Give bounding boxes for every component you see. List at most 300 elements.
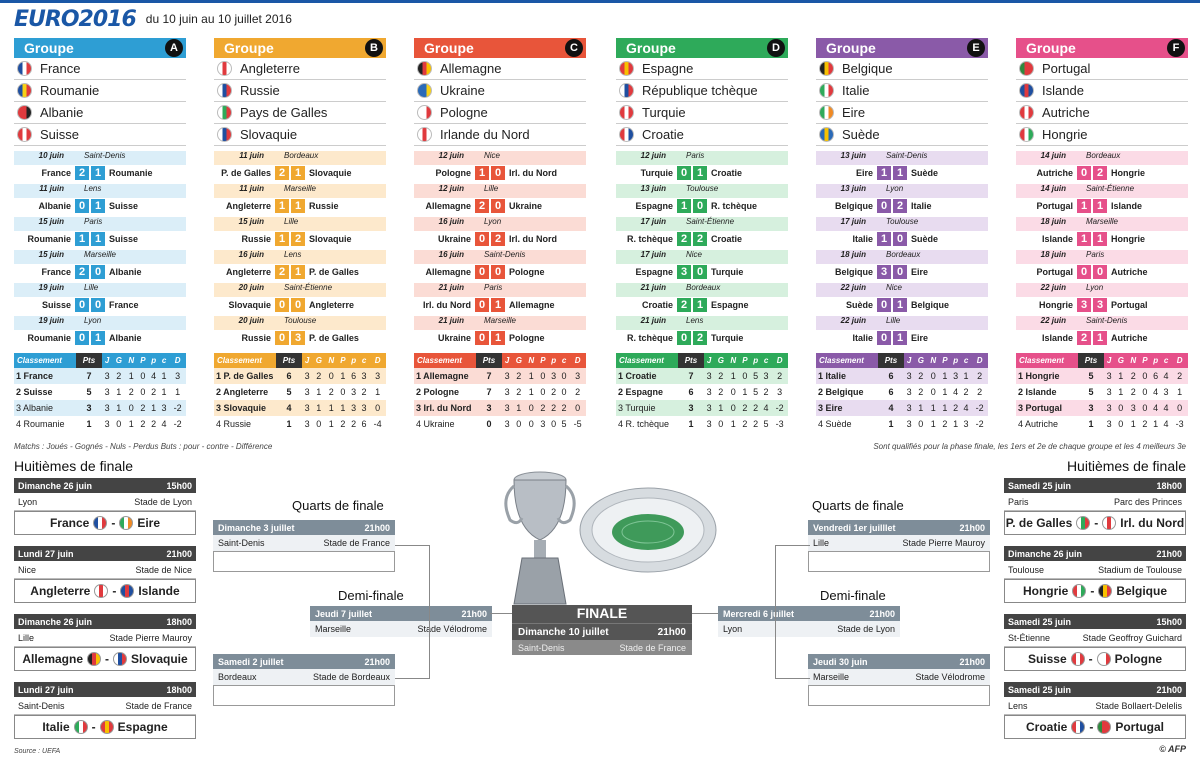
- match-venue: Saint-Denis: [484, 250, 526, 259]
- en-flag-icon: [217, 61, 232, 76]
- home-team: Autriche: [1036, 168, 1073, 178]
- standings-col-header: D: [771, 353, 788, 368]
- home-team: Allemagne: [425, 267, 471, 277]
- standings-value: 0: [340, 387, 346, 397]
- home-score: 1: [877, 166, 891, 180]
- match-row: [816, 250, 988, 283]
- match-info: [1016, 151, 1188, 165]
- match-info: [616, 316, 788, 330]
- standings-team: 2 Espagne: [618, 387, 664, 397]
- r16-stadium: Stadium de Toulouse: [1098, 564, 1182, 575]
- match-info: [616, 283, 788, 297]
- standings-col-header: Classement: [1016, 353, 1078, 368]
- standings-team: 4 Autriche: [1018, 419, 1059, 429]
- match-score: [14, 165, 186, 181]
- standings-value: 3: [706, 387, 712, 397]
- away-score: 1: [693, 166, 707, 180]
- standings-value: 3: [351, 387, 357, 397]
- r16-title-right: Huitièmes de finale: [1066, 458, 1186, 474]
- home-team: P. de Galles: [221, 168, 271, 178]
- standings-value: 0: [930, 387, 936, 397]
- match-info: [816, 151, 988, 165]
- away-score: 0: [491, 199, 505, 213]
- r16-dash: -: [1089, 720, 1094, 734]
- stadium-icon: [580, 488, 716, 572]
- standings-value: 2: [918, 371, 924, 381]
- standings-value: 2: [140, 419, 146, 429]
- team-row: [214, 124, 386, 146]
- home-score: 2: [677, 298, 691, 312]
- standings-value: 1: [1130, 419, 1136, 429]
- team-name: Ukraine: [440, 83, 485, 98]
- sf-title-left: Demi-finale: [338, 588, 404, 603]
- standings-col-header: Classement: [414, 353, 476, 368]
- standings-value: 3: [906, 387, 912, 397]
- r16-home: Suisse: [1027, 652, 1067, 666]
- match-date: 14 juin: [1040, 151, 1066, 160]
- team-name: Autriche: [1042, 105, 1090, 120]
- standings-value: 1: [918, 403, 924, 413]
- away-team: Slovaquie: [309, 234, 352, 244]
- standings-value: 1: [328, 403, 334, 413]
- group-label: Groupe: [24, 40, 74, 56]
- standings-value: 2: [516, 371, 522, 381]
- match-info: [1016, 316, 1188, 330]
- standings-value: 2: [742, 403, 748, 413]
- match-score: [616, 330, 788, 346]
- standings-value: 1: [128, 419, 134, 429]
- sk-flag-icon: [217, 127, 232, 142]
- r16-stadium: Stade de France: [125, 700, 192, 711]
- standings-value: 3: [906, 371, 912, 381]
- standings-col-header: N: [125, 353, 137, 368]
- standings-value: 3: [351, 403, 357, 413]
- away-team: R. tchèque: [711, 201, 758, 211]
- home-team: Italie: [852, 333, 873, 343]
- standings-value: 1: [528, 387, 534, 397]
- match-date: 22 juin: [840, 283, 866, 292]
- r16-dash: -: [111, 516, 116, 530]
- away-score: 1: [291, 166, 305, 180]
- match-score: [816, 330, 988, 346]
- team-row: [816, 80, 988, 102]
- match-row: [14, 250, 186, 283]
- standings-value: 0: [116, 419, 122, 429]
- match-row: [414, 184, 586, 217]
- standings-value: 0: [375, 403, 381, 413]
- away-score: 1: [693, 298, 707, 312]
- standings-value: 3: [361, 371, 367, 381]
- standings: [414, 353, 586, 432]
- home-team: Islande: [1041, 234, 1073, 244]
- r16-away: Pologne: [1114, 652, 1163, 666]
- team-name: Albanie: [40, 105, 84, 120]
- match-info: [214, 316, 386, 330]
- away-score: 1: [893, 331, 907, 345]
- ie-flag-icon: [819, 105, 834, 120]
- home-score: 2: [75, 265, 89, 279]
- match-date: 16 juin: [438, 217, 464, 226]
- standings-value: 4: [1163, 419, 1169, 429]
- home-team: Portugal: [1036, 267, 1073, 277]
- match-info: [214, 250, 386, 264]
- match-row: [214, 217, 386, 250]
- r16-match: [1004, 614, 1186, 676]
- ko-venue: [213, 535, 395, 551]
- match-info: [414, 250, 586, 264]
- r16-title-left: Huitièmes de finale: [14, 458, 134, 474]
- match-info: [14, 283, 186, 297]
- home-score: 2: [275, 265, 289, 279]
- match-date: 18 juin: [1040, 217, 1066, 226]
- standings-col-header: D: [569, 353, 586, 368]
- match-date: 11 juin: [239, 151, 264, 160]
- standings-value: 0: [540, 371, 546, 381]
- match-date: 15 juin: [238, 217, 264, 226]
- match-score: [214, 231, 386, 247]
- r16-venue: [1004, 561, 1186, 579]
- standings-col-header: N: [325, 353, 337, 368]
- group-letter: F: [1167, 39, 1185, 57]
- r16-home: France: [49, 516, 90, 530]
- standings-value: 0: [528, 403, 534, 413]
- team-name: Espagne: [642, 61, 694, 76]
- home-team: Roumanie: [27, 234, 71, 244]
- match-row: [816, 184, 988, 217]
- fr-flag-icon: [93, 516, 107, 530]
- standings-value: 0: [1142, 403, 1148, 413]
- away-team: P. de Galles: [309, 267, 359, 277]
- match-row: [616, 316, 788, 349]
- hr-flag-icon: [1071, 720, 1085, 734]
- standings-value: 0: [1142, 371, 1148, 381]
- standings-value: 4: [1153, 387, 1159, 397]
- group-f: [1016, 38, 1188, 438]
- r16-away: Islande: [138, 584, 180, 598]
- team-name: Suisse: [40, 127, 80, 142]
- bracket-line-right: [775, 545, 810, 679]
- standings-value: -3: [1175, 419, 1184, 429]
- home-team: Eire: [855, 168, 873, 178]
- standings-value: 0: [128, 403, 134, 413]
- standings-team: 3 Turquie: [618, 403, 656, 413]
- standings-row: [816, 368, 988, 384]
- away-team: Ukraine: [509, 201, 543, 211]
- standings-row: [14, 384, 186, 400]
- team-name: Portugal: [1042, 61, 1091, 76]
- standings-col-header: G: [112, 353, 125, 368]
- standings-value: 3: [175, 371, 181, 381]
- away-score: 1: [491, 298, 505, 312]
- at-flag-icon: [1019, 105, 1034, 120]
- match-venue: Lille: [484, 184, 499, 193]
- r16-match: [14, 546, 196, 608]
- home-score: 3: [877, 265, 891, 279]
- standings-value: 4: [1153, 403, 1159, 413]
- r16-venue: [1004, 493, 1186, 511]
- pl-flag-icon: [1097, 652, 1111, 666]
- away-score: 0: [491, 265, 505, 279]
- standings-col-header: P: [939, 353, 950, 368]
- standings-value: 1: [1118, 387, 1124, 397]
- match-venue: Saint-Denis: [1086, 316, 1128, 325]
- standings-row: [616, 400, 788, 416]
- match-venue: Lille: [886, 316, 901, 325]
- match-date: 13 juin: [640, 184, 666, 193]
- away-score: 2: [893, 199, 907, 213]
- ko-stadium: Stade Pierre Mauroy: [902, 538, 985, 548]
- match-row: [14, 151, 186, 184]
- team-name: Roumanie: [40, 83, 100, 98]
- match-venue: Lyon: [886, 184, 904, 193]
- away-score: 0: [893, 232, 907, 246]
- away-team: Turquie: [711, 267, 744, 277]
- group-header: [414, 38, 586, 58]
- standings-value: 2: [316, 371, 322, 381]
- away-team: France: [109, 300, 139, 310]
- it-flag-icon: [74, 720, 88, 734]
- standings-team: 1 P. de Galles: [216, 371, 274, 381]
- standings-row: [616, 368, 788, 384]
- standings-value: 7: [486, 371, 492, 381]
- away-score: 2: [693, 331, 707, 345]
- group-c: [414, 38, 586, 438]
- away-score: 0: [491, 166, 505, 180]
- trophy-icon: [506, 472, 574, 604]
- standings-value: 1: [116, 387, 122, 397]
- ko-city: Lyon: [723, 624, 743, 634]
- away-team: Albanie: [109, 333, 142, 343]
- standings-team: 1 Croatie: [618, 371, 657, 381]
- standings-value: 1: [151, 403, 157, 413]
- away-team: Suisse: [109, 234, 139, 244]
- match-row: [816, 151, 988, 184]
- group-label: Groupe: [1026, 40, 1076, 56]
- standings-value: 1: [1118, 371, 1124, 381]
- standings-value: 2: [1177, 371, 1183, 381]
- standings-col-header: c: [159, 353, 169, 368]
- away-team: Angleterre: [309, 300, 355, 310]
- standings-value: 2: [516, 387, 522, 397]
- home-team: Ukraine: [437, 234, 471, 244]
- match-info: [816, 217, 988, 231]
- standings-value: 3: [504, 403, 510, 413]
- standings-value: 0: [1142, 387, 1148, 397]
- standings-value: 0: [1118, 419, 1124, 429]
- standings: [214, 353, 386, 432]
- r16-teams: [14, 715, 196, 739]
- group-letter: A: [165, 39, 183, 57]
- home-team: Suède: [845, 300, 873, 310]
- it-flag-icon: [819, 83, 834, 98]
- standings-value: 1: [688, 419, 694, 429]
- standings-value: 5: [753, 387, 759, 397]
- standings-team: 4 Suède: [818, 419, 852, 429]
- group-letter: C: [565, 39, 583, 57]
- group-header: [616, 38, 788, 58]
- home-team: Islande: [1041, 333, 1073, 343]
- away-score: 1: [91, 331, 105, 345]
- hu-flag-icon: [1072, 584, 1086, 598]
- match-score: [414, 264, 586, 280]
- r16-dash: -: [105, 652, 109, 666]
- away-score: 1: [91, 166, 105, 180]
- es-flag-icon: [619, 61, 634, 76]
- away-team: Eire: [911, 333, 929, 343]
- standings-value: 0: [561, 387, 567, 397]
- final-time: 21h00: [657, 626, 686, 638]
- match-score: [616, 264, 788, 280]
- match-score: [816, 264, 988, 280]
- standings-team: 3 Eire: [818, 403, 843, 413]
- away-team: Hongrie: [1111, 168, 1146, 178]
- away-team: Suède: [911, 234, 939, 244]
- standings-value: 2: [977, 387, 983, 397]
- ie-flag-icon: [119, 516, 133, 530]
- r16-dash: -: [112, 584, 117, 598]
- match-row: [816, 316, 988, 349]
- team-name: Allemagne: [440, 61, 502, 76]
- match-venue: Lens: [284, 250, 302, 259]
- standings-value: 1: [1088, 419, 1094, 429]
- knockout-match: [808, 520, 990, 572]
- match-info: [616, 217, 788, 231]
- match-row: [214, 316, 386, 349]
- match-venue: Lens: [84, 184, 102, 193]
- standings-value: 2: [718, 371, 724, 381]
- ko-venue: [808, 535, 990, 551]
- standings-value: 3: [906, 403, 912, 413]
- match-info: [414, 184, 586, 198]
- match-date: 20 juin: [238, 316, 264, 325]
- match-score: [1016, 165, 1188, 181]
- standings-value: 3: [161, 403, 167, 413]
- ko-day: Dimanche 3 juillet: [218, 522, 295, 533]
- match-row: [1016, 283, 1188, 316]
- r16-dash: -: [1088, 652, 1093, 666]
- standings-value: 2: [918, 387, 924, 397]
- r16-match: [14, 682, 196, 744]
- standings-value: 0: [516, 419, 522, 429]
- standings-team: 4 Ukraine: [416, 419, 455, 429]
- standings-row: [816, 400, 988, 416]
- standings-value: 4: [151, 371, 157, 381]
- r16-away: Eire: [137, 516, 161, 530]
- standings-value: 2: [551, 403, 557, 413]
- match-info: [816, 283, 988, 297]
- group-header: [214, 38, 386, 58]
- away-score: 0: [1093, 265, 1107, 279]
- ko-day: Samedi 2 juillet: [218, 656, 284, 667]
- home-score: 0: [75, 298, 89, 312]
- away-score: 0: [91, 265, 105, 279]
- match-row: [1016, 316, 1188, 349]
- standings-value: -2: [975, 403, 984, 413]
- standings: [616, 353, 788, 432]
- standings-team: 3 Slovaquie: [216, 403, 267, 413]
- standings-value: 1: [161, 371, 167, 381]
- legend-note: Matchs : Joués - Gognés - Nuls - Perdus Buts : pour - contre - Différence: [14, 442, 273, 451]
- team-row: [616, 102, 788, 124]
- home-team: France: [41, 267, 71, 277]
- team-name: France: [40, 61, 81, 76]
- team-name: Pays de Galles: [240, 105, 328, 120]
- standings-value: 2: [575, 387, 581, 397]
- home-score: 0: [475, 331, 489, 345]
- standings-value: 0: [551, 419, 557, 429]
- match-row: [816, 283, 988, 316]
- standings-value: 1: [942, 403, 948, 413]
- home-score: 0: [877, 331, 891, 345]
- away-score: 2: [491, 232, 505, 246]
- standings-row: [816, 416, 988, 432]
- match-info: [14, 217, 186, 231]
- standings-value: 0: [1177, 403, 1183, 413]
- ko-city: Saint-Denis: [218, 538, 265, 548]
- standings-col-header: p: [750, 353, 760, 368]
- home-score: 1: [1077, 232, 1091, 246]
- r16-time: 18h00: [166, 684, 192, 695]
- group-b: [214, 38, 386, 438]
- home-score: 2: [1077, 331, 1091, 345]
- standings-value: 3: [304, 371, 310, 381]
- team-name: Eire: [842, 105, 866, 120]
- match-row: [1016, 250, 1188, 283]
- home-team: Croatie: [641, 300, 673, 310]
- standings-value: 1: [742, 387, 748, 397]
- away-score: 2: [1093, 166, 1107, 180]
- away-team: Portugal: [1111, 300, 1148, 310]
- standings-value: 7: [688, 371, 694, 381]
- match-date: 15 juin: [38, 217, 64, 226]
- r16-city: Lyon: [18, 496, 38, 507]
- home-score: 1: [275, 232, 289, 246]
- home-team: Ukraine: [437, 333, 471, 343]
- match-date: 17 juin: [640, 250, 666, 259]
- standings-value: 3: [706, 419, 712, 429]
- standings-table: [616, 353, 788, 432]
- standings-col-header: Pts: [1078, 353, 1104, 368]
- ko-city: Lille: [813, 538, 830, 548]
- trophy-stadium-illustration: [500, 468, 720, 608]
- home-score: 1: [275, 199, 289, 213]
- match-venue: Saint-Denis: [886, 151, 928, 160]
- standings-value: 5: [561, 419, 567, 429]
- r16-home: P. de Galles: [1005, 516, 1073, 530]
- match-venue: Saint-Étienne: [1086, 184, 1135, 193]
- r16-day: Dimanche 26 juin: [1008, 548, 1083, 559]
- match-date: 16 juin: [238, 250, 264, 259]
- standings-col-header: G: [914, 353, 927, 368]
- standings-row: [616, 416, 788, 432]
- standings-value: 0: [316, 419, 322, 429]
- standings-row: [1016, 416, 1188, 432]
- r16-away: Irl. du Nord: [1120, 516, 1185, 530]
- standings-table: [1016, 353, 1188, 432]
- home-score: 1: [1077, 199, 1091, 213]
- r16-match: [1004, 546, 1186, 608]
- r16-home: Croatie: [1025, 720, 1068, 734]
- standings-value: 4: [286, 403, 292, 413]
- r16-date-bar: [14, 682, 196, 697]
- match-row: [616, 151, 788, 184]
- standings-value: 5: [763, 419, 769, 429]
- match-date: 11 juin: [39, 184, 64, 193]
- standings-value: 2: [953, 403, 959, 413]
- team-name: Islande: [1042, 83, 1084, 98]
- standings-table: [414, 353, 586, 432]
- match-row: [616, 184, 788, 217]
